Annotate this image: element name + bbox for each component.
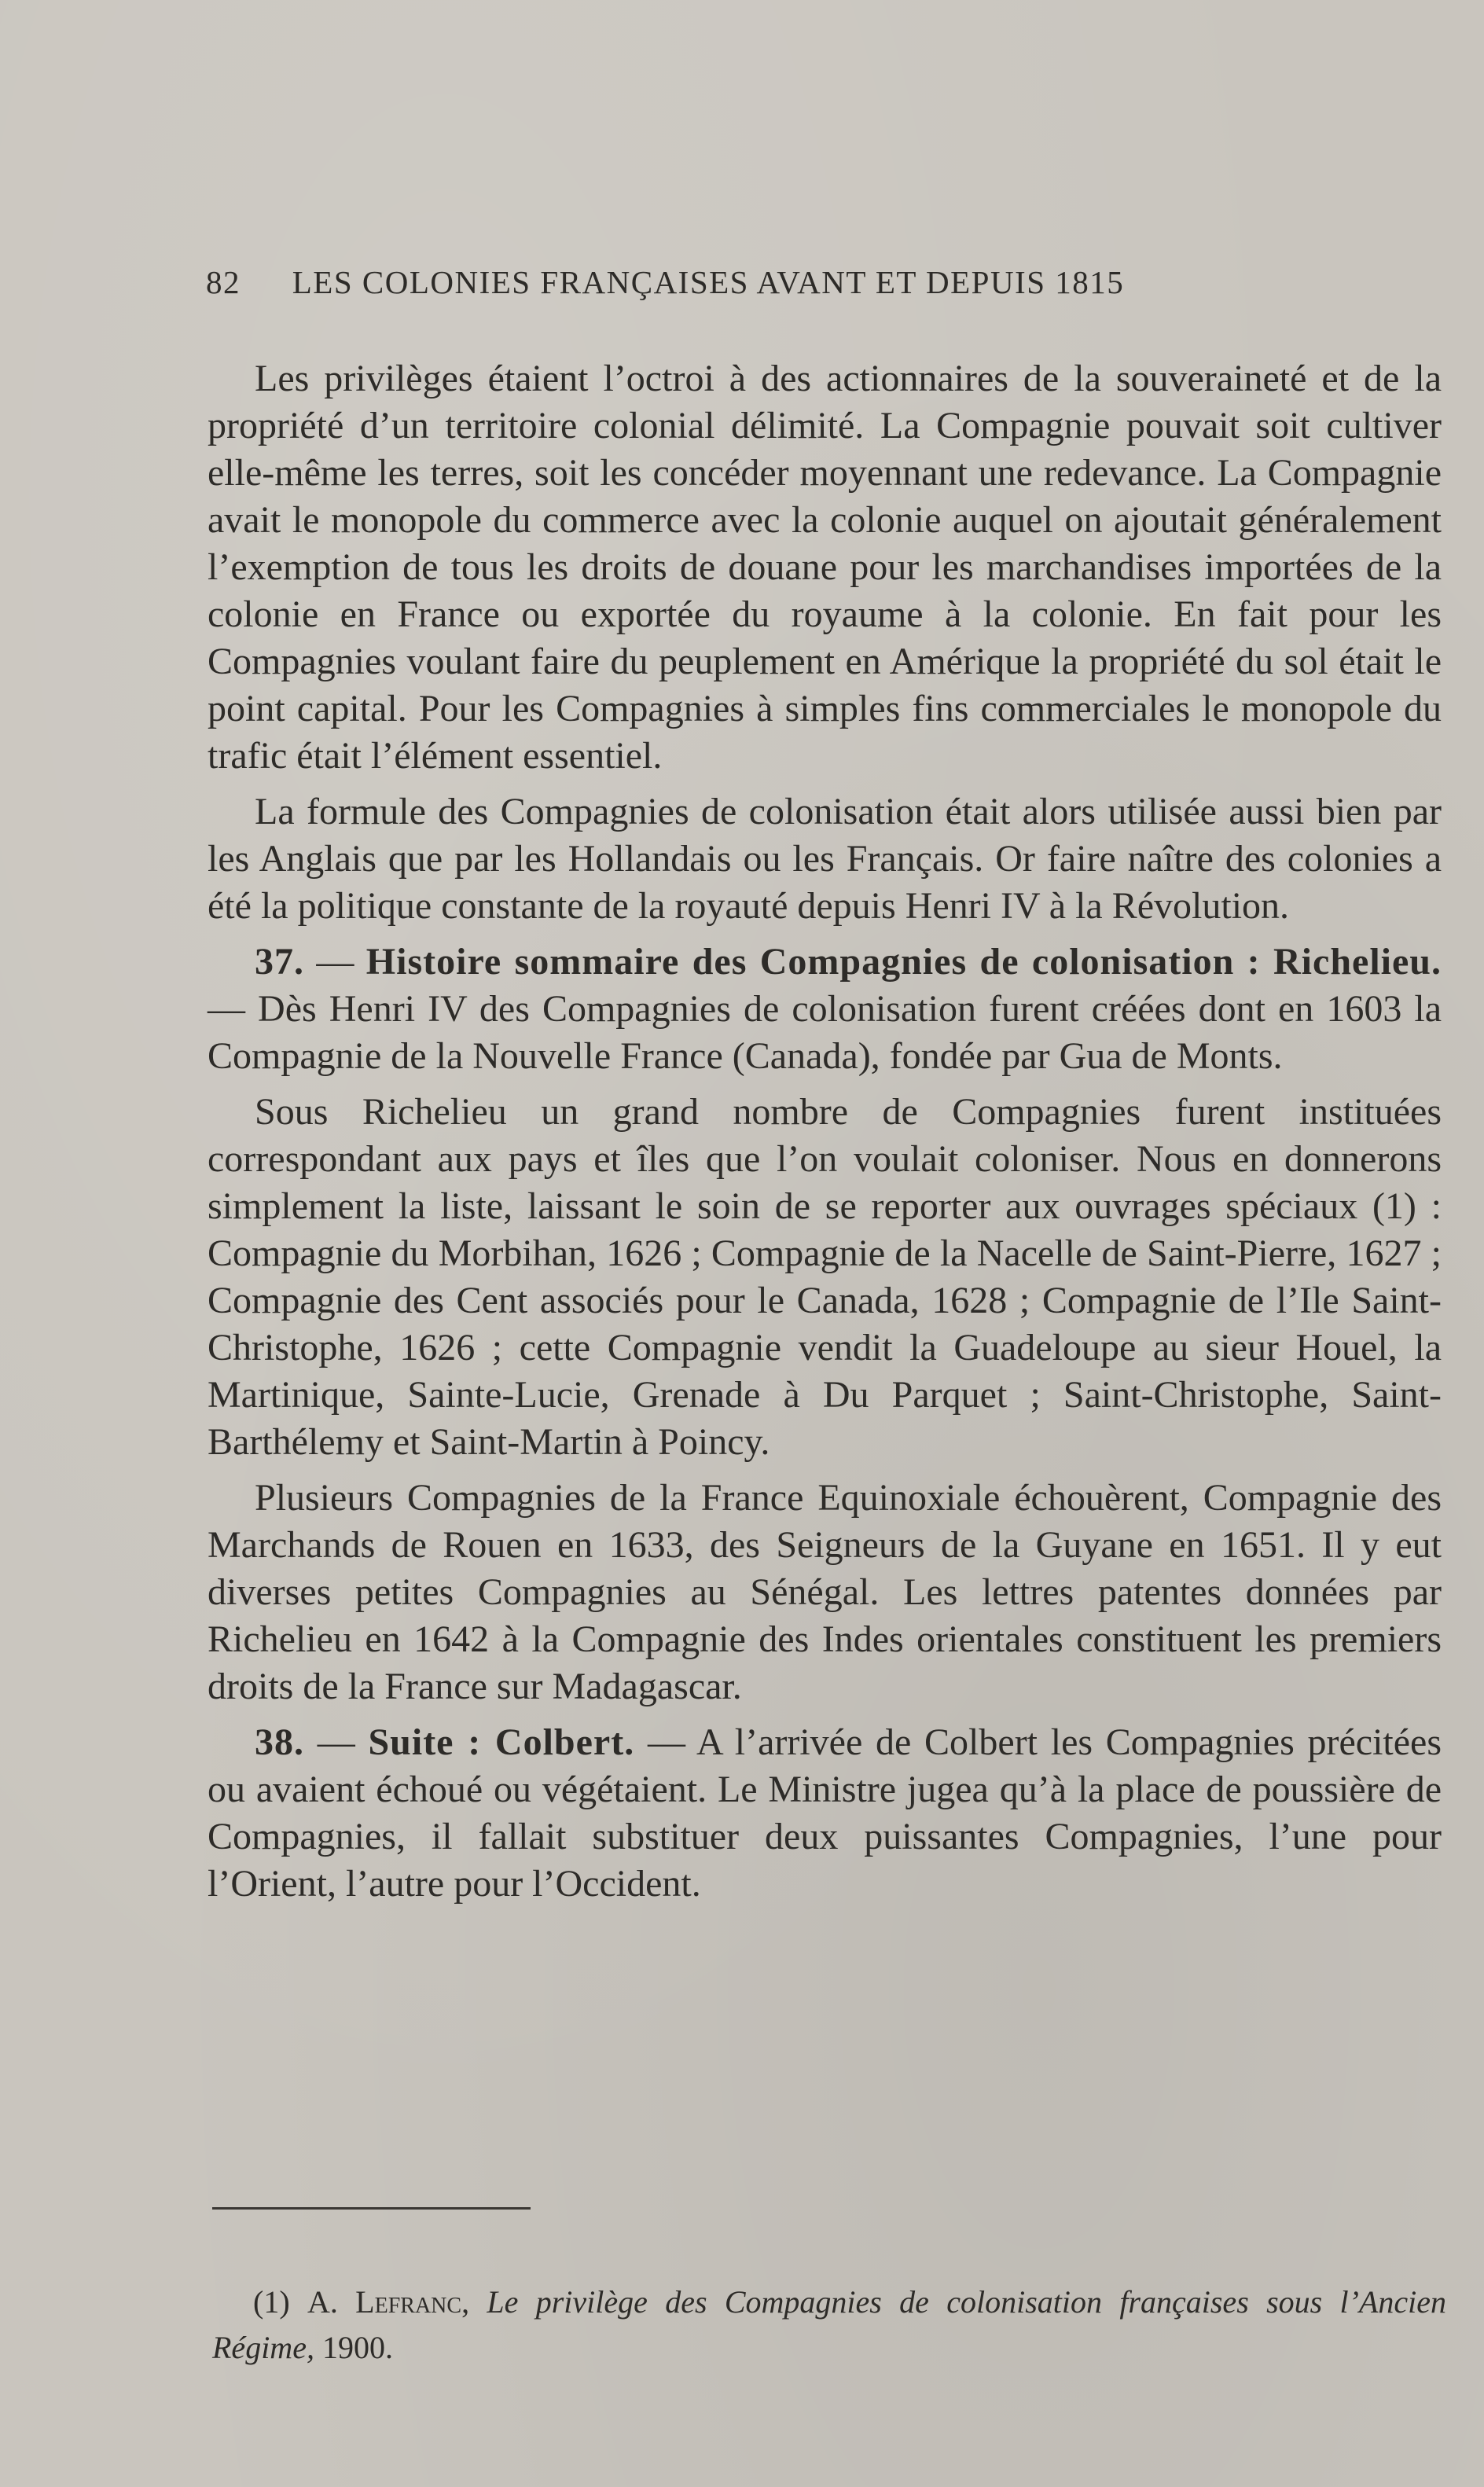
footnote xyxy=(212,2279,1446,2371)
footnote-marker: (1) xyxy=(253,2284,290,2320)
page-body xyxy=(208,355,1442,1916)
paragraph-formule xyxy=(208,788,1442,930)
section-37 xyxy=(208,939,1442,1080)
paragraph-text: Dès Henri IV des Compagnies de colonisation furent créées dont en 1603 la Compagnie de la Nouvelle France (Canada), fondée par Gua de Monts. xyxy=(208,988,1442,1077)
paragraph-text: A l’arrivée de Colbert les Compagnies précitées ou avaient échoué ou végétaient. Le Ministre jugea qu’à la place de poussière de Compagnies, il fallait substituer deux puissantes Compagnies, l’une pour l’Orient, l’autre pour l’Occident. xyxy=(208,1721,1442,1905)
footnote-divider xyxy=(212,2207,531,2210)
footnote-author: A. Lefranc, xyxy=(307,2284,470,2320)
section-dash: — xyxy=(317,1721,355,1763)
paragraph-text: Les privilèges étaient l’octroi à des actionnaires de la souveraineté et de la propriété d’un territoire colonial délimité. La Compagnie pouvait soit cultiver elle-même les terres, soit les concéder moyennant une redevance. La Compagnie avait le monopole du commerce avec la colonie auquel on ajoutait généralement l’exemption de tous les droits de douane pour les marchandises importées de la colonie en France ou exportée du royaume à la colonie. En fait pour les Compagnies voulant faire du peuplement en Amérique la propriété du sol était le point capital. Pour les Compagnies à simples fins commerciales le monopole du trafic était l’élément essentiel. xyxy=(208,358,1442,777)
section-dash: — xyxy=(316,941,354,983)
section-number: 38. xyxy=(255,1721,304,1763)
section-number: 37. xyxy=(255,941,304,983)
footnote-title: Le privilège des Compagnies de colonisation françaises sous l’Ancien Régime, xyxy=(212,2284,1447,2365)
footnote-year: 1900. xyxy=(321,2330,393,2365)
section-dash: — xyxy=(208,988,245,1030)
section-dash: — xyxy=(647,1721,685,1763)
paragraph-equinoxiale xyxy=(208,1475,1442,1710)
paragraph-text: La formule des Compagnies de colonisation était alors utilisée aussi bien par les Anglais que par les Hollandais ou les Français. Or faire naître des colonies a été la politique constante de la royauté depuis Henri IV à la Révolution. xyxy=(208,791,1442,927)
page-number: 82 xyxy=(206,264,241,300)
section-38 xyxy=(208,1719,1442,1908)
paragraph-text: Sous Richelieu un grand nombre de Compagnies furent instituées correspondant aux pays et îles que l’on voulait coloniser. Nous en donnerons simplement la liste, laissant le soin de se reporter aux ouvrages spéciaux (1) : Compagnie du Morbihan, 1626 ; Compagnie de la Nacelle de Saint-Pierre, 1627 ; Compagnie des Cent associés pour le Canada, 1628 ; Compagnie de l’Ile Saint-Christophe, 1626 ; cette Compagnie vendit la Guadeloupe au sieur Houel, la Martinique, Sainte-Lucie, Grenade à Du Parquet ; Saint-Christophe, Saint-Barthélemy et Saint-Martin à Poincy. xyxy=(208,1091,1442,1463)
section-title: Suite : Colbert. xyxy=(368,1721,635,1763)
paragraph-privileges xyxy=(208,355,1442,780)
paragraph-text: Plusieurs Compagnies de la France Equinoxiale échouèrent, Compagnie des Marchands de Rouen en 1633, des Seigneurs de la Guyane en 1651. Il y eut diverses petites Compagnies au Sénégal. Les lettres patentes données par Richelieu en 1642 à la Compagnie des Indes orientales constituent les premiers droits de la France sur Madagascar. xyxy=(208,1477,1442,1707)
running-title: LES COLONIES FRANÇAISES AVANT ET DEPUIS 1815 xyxy=(292,264,1125,300)
running-header xyxy=(206,263,1291,301)
paragraph-richelieu xyxy=(208,1089,1442,1466)
section-title: Histoire sommaire des Compagnies de colonisation : Richelieu. xyxy=(365,941,1442,983)
